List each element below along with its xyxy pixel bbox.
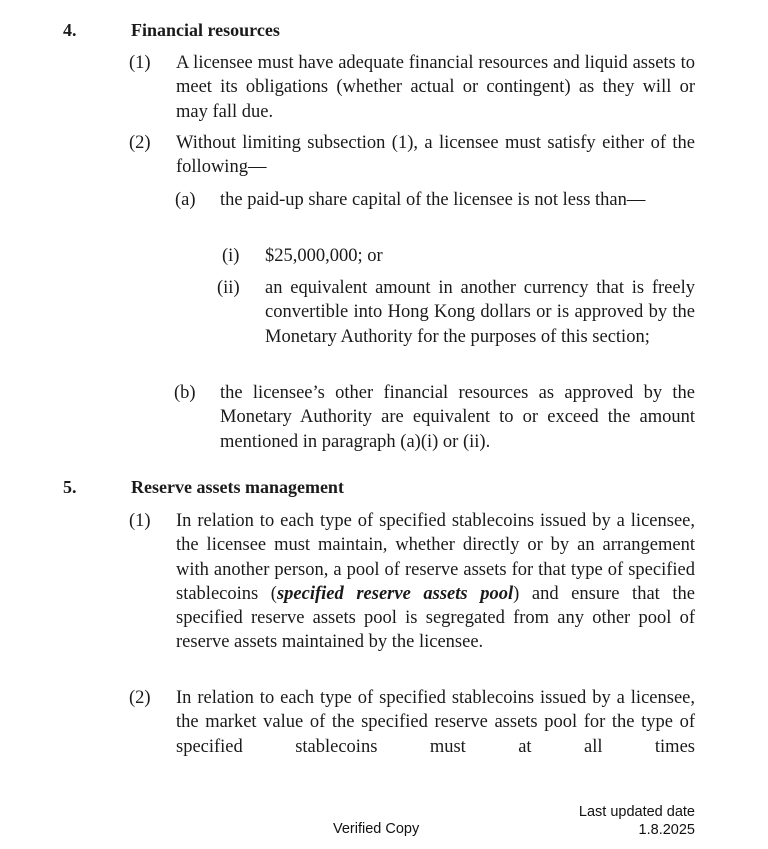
footer-verified-copy: Verified Copy xyxy=(333,821,420,837)
subparagraph-text: an equivalent amount in another currency that is freely convertible into Hong Kong dollars or is approved by the Monetary Authority for the purposes of this section; xyxy=(265,278,695,347)
subsection-label: (2) xyxy=(129,133,151,153)
paragraph-text: the paid-up share capital of the licensee is not less than— xyxy=(220,190,646,210)
subsection-text: Without limiting subsection (1), a licensee must satisfy either of the following— xyxy=(176,133,695,178)
subparagraph-label: (i) xyxy=(222,246,240,266)
text-segment: ) and ensure that the specified reserve assets pool is segregated from any other pool of reserve assets maintained by the licensee. xyxy=(176,583,695,653)
subparagraph-text: $25,000,000; or xyxy=(265,246,383,266)
subsection-text: In relation to each type of specified stablecoins issued by a licensee, the market value of the specified reserve assets pool for the type of specified stablecoins must at all times xyxy=(176,688,695,757)
paragraph-text: the licensee’s other financial resources as approved by the Monetary Authority are equivalent to or exceed the amount mentioned in paragraph (a)(i) or (ii). xyxy=(220,383,695,452)
defined-term: specified reserve assets pool xyxy=(276,583,514,604)
subparagraph-label: (ii) xyxy=(217,278,240,298)
section-number: 4. xyxy=(63,20,77,40)
subsection-label: (1) xyxy=(129,53,151,73)
section-heading: Financial resources xyxy=(131,20,280,40)
footer-updated-date: 1.8.2025 xyxy=(638,822,695,838)
footer-updated-label: Last updated date xyxy=(578,804,695,820)
subsection-text xyxy=(176,509,695,655)
paragraph-label: (b) xyxy=(174,383,196,403)
text-segment: In relation to each type of specified stablecoins issued by a licensee, the licensee must maintain, whether directly or by an arrangement with another person, a pool of reserve assets for that type of specified stablecoins ( xyxy=(176,511,695,604)
subsection-label: (1) xyxy=(129,511,151,531)
subsection-text: A licensee must have adequate financial resources and liquid assets to meet its obligations (whether actual or contingent) as they will or may fall due. xyxy=(176,53,695,122)
section-number: 5. xyxy=(63,477,77,497)
section-heading: Reserve assets management xyxy=(131,477,344,497)
subsection-label: (2) xyxy=(129,688,151,708)
paragraph-label: (a) xyxy=(175,190,196,210)
